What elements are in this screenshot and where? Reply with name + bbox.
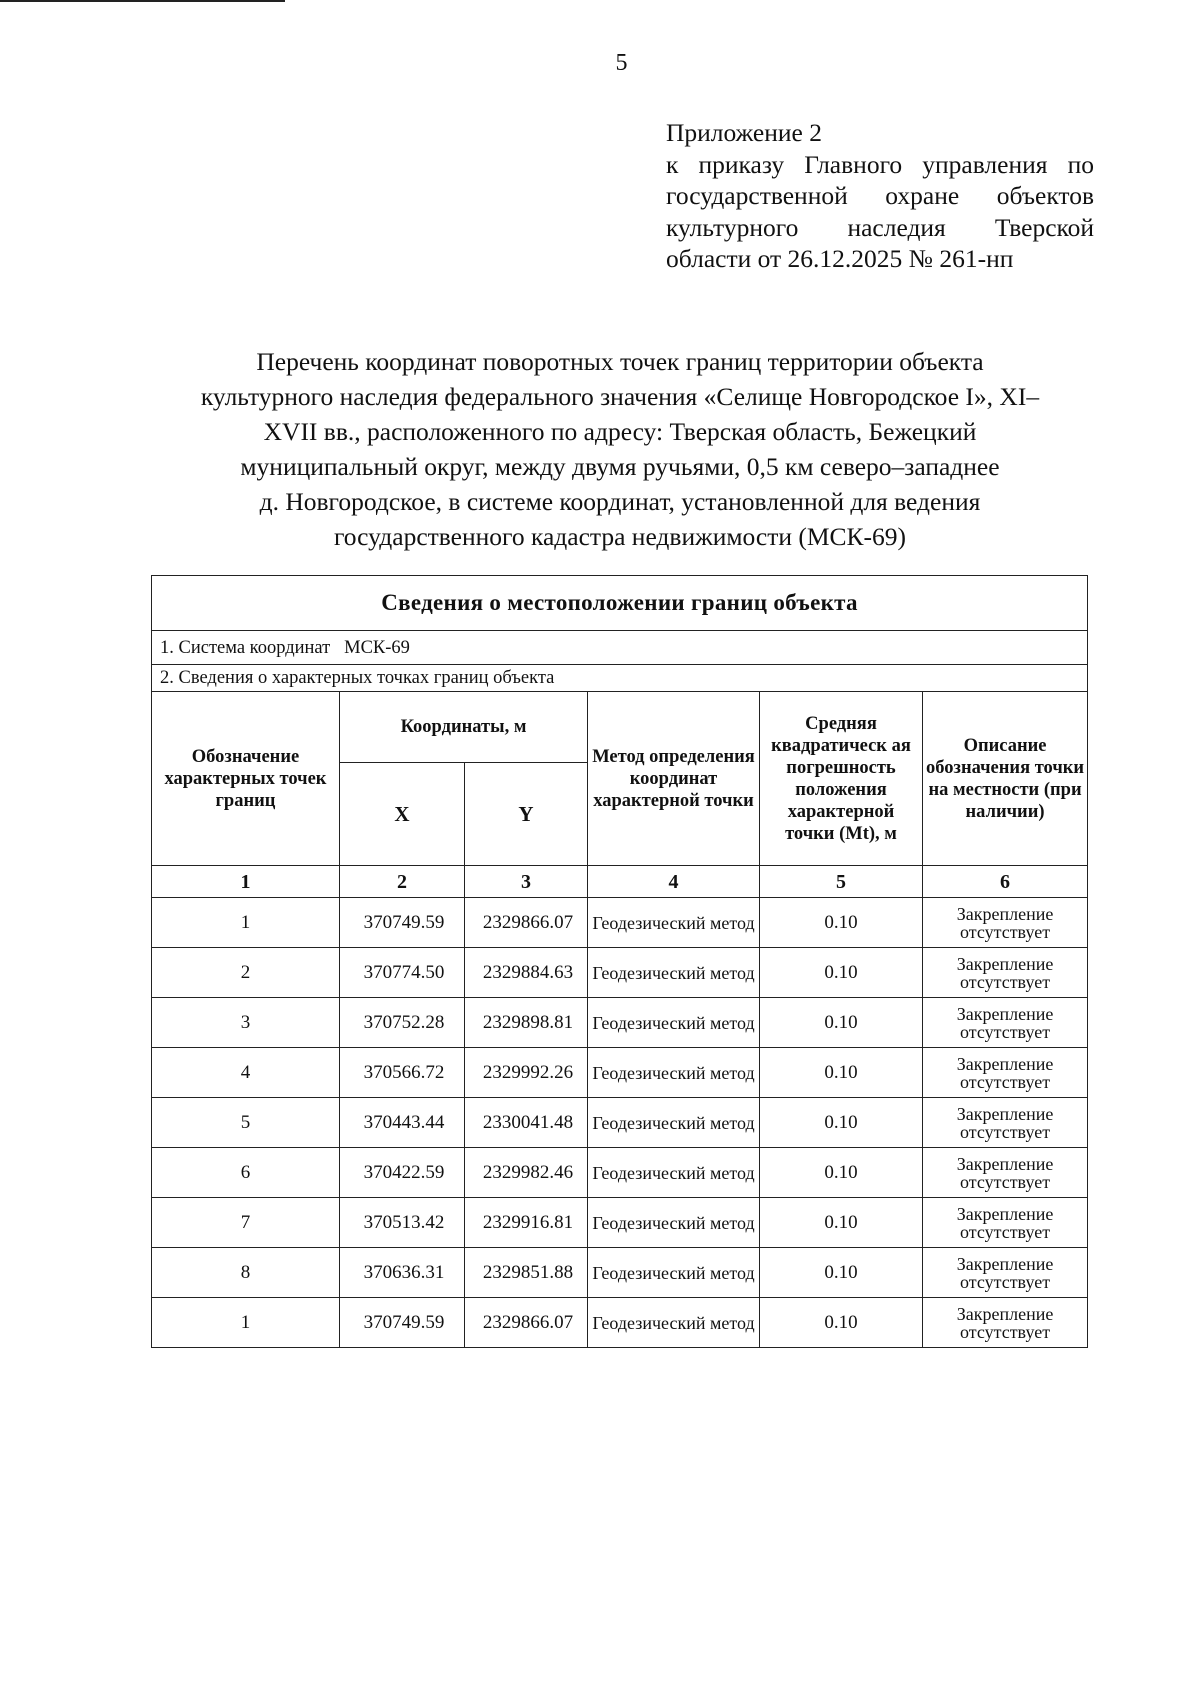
method-cell: Геодезический метод	[588, 1198, 760, 1248]
description-cell: Закрепление отсутствует	[923, 1198, 1088, 1248]
error-cell: 0.10	[760, 1098, 923, 1148]
method-cell: Геодезический метод	[588, 1248, 760, 1298]
table-row	[152, 1298, 1088, 1348]
table-row	[152, 1198, 1088, 1248]
column-number: 1	[152, 866, 340, 898]
column-number: 2	[340, 866, 465, 898]
x-cell: 370443.44	[340, 1098, 465, 1148]
error-cell: 0.10	[760, 1298, 923, 1348]
point-cell: 7	[152, 1198, 340, 1248]
header-description: Описание обозначения точки на местности (при наличии)	[923, 692, 1088, 866]
description-cell: Закрепление отсутствует	[923, 1098, 1088, 1148]
point-cell: 8	[152, 1248, 340, 1298]
error-cell: 0.10	[760, 1248, 923, 1298]
description-cell: Закрепление отсутствует	[923, 1248, 1088, 1298]
column-number: 5	[760, 866, 923, 898]
table-caption: Сведения о местоположении границ объекта	[152, 576, 1088, 631]
error-cell: 0.10	[760, 1198, 923, 1248]
description-cell: Закрепление отсутствует	[923, 998, 1088, 1048]
error-cell: 0.10	[760, 1048, 923, 1098]
table-row	[152, 948, 1088, 998]
method-cell: Геодезический метод	[588, 1098, 760, 1148]
header-method: Метод определения координат характерной точки	[588, 692, 760, 866]
method-cell: Геодезический метод	[588, 898, 760, 948]
method-cell: Геодезический метод	[588, 998, 760, 1048]
x-cell: 370752.28	[340, 998, 465, 1048]
y-cell: 2329898.81	[465, 998, 588, 1048]
header-y: Y	[465, 763, 588, 866]
y-cell: 2329884.63	[465, 948, 588, 998]
point-cell: 5	[152, 1098, 340, 1148]
description-cell: Закрепление отсутствует	[923, 898, 1088, 948]
description-cell: Закрепление отсутствует	[923, 1148, 1088, 1198]
x-cell: 370566.72	[340, 1048, 465, 1098]
title-line: муниципальный округ, между двумя ручьями, 0,5 км северо–западнее	[240, 452, 1000, 481]
y-cell: 2330041.48	[465, 1098, 588, 1148]
coordinate-system-row: 1. Система координат МСК-69	[152, 631, 1088, 665]
x-cell: 370636.31	[340, 1248, 465, 1298]
error-cell: 0.10	[760, 948, 923, 998]
appendix-line: государственной охране объектов	[666, 181, 1094, 210]
appendix-line: к приказу Главного управления по	[666, 149, 1094, 179]
method-cell: Геодезический метод	[588, 1298, 760, 1348]
error-cell: 0.10	[760, 1148, 923, 1198]
table-row	[152, 898, 1088, 948]
point-cell: 6	[152, 1148, 340, 1198]
table-row	[152, 1148, 1088, 1198]
error-cell: 0.10	[760, 898, 923, 948]
y-cell: 2329866.07	[465, 1298, 588, 1348]
appendix-line: культурного наследия Тверской	[666, 212, 1094, 242]
appendix-block	[666, 117, 1094, 275]
header-designation: Обозначение характерных точек границ	[152, 692, 340, 866]
title-line: Перечень координат поворотных точек границ территории объекта	[256, 347, 984, 376]
title-line: культурного наследия федерального значения «Селище Новгородское I», XI–	[200, 382, 1040, 411]
title-line: XVII вв., расположенного по адресу: Тверская область, Бежецкий	[263, 417, 977, 446]
error-cell: 0.10	[760, 998, 923, 1048]
x-cell: 370422.59	[340, 1148, 465, 1198]
page-number: 5	[615, 50, 628, 76]
table-row	[152, 1248, 1088, 1298]
description-cell: Закрепление отсутствует	[923, 948, 1088, 998]
header-error: Средняя квадратическ ая погрешность положения характерной точки (Mt), м	[760, 692, 923, 866]
point-cell: 1	[152, 898, 340, 948]
description-cell: Закрепление отсутствует	[923, 1048, 1088, 1098]
y-cell: 2329916.81	[465, 1198, 588, 1248]
method-cell: Геодезический метод	[588, 1048, 760, 1098]
header-coordinates: Координаты, м	[340, 692, 588, 763]
top-rule	[0, 0, 285, 2]
x-cell: 370513.42	[340, 1198, 465, 1248]
table-row	[152, 1048, 1088, 1098]
title-line: д. Новгородское, в системе координат, установленной для ведения	[259, 487, 981, 516]
y-cell: 2329982.46	[465, 1148, 588, 1198]
point-cell: 4	[152, 1048, 340, 1098]
document-title	[140, 344, 1100, 554]
point-cell: 2	[152, 948, 340, 998]
column-number: 4	[588, 866, 760, 898]
x-cell: 370774.50	[340, 948, 465, 998]
points-info-row: 2. Сведения о характерных точках границ объекта	[152, 665, 1088, 692]
x-cell: 370749.59	[340, 1298, 465, 1348]
description-cell: Закрепление отсутствует	[923, 1298, 1088, 1348]
appendix-line: области от 26.12.2025 № 261-нп	[666, 244, 1014, 273]
y-cell: 2329992.26	[465, 1048, 588, 1098]
y-cell: 2329851.88	[465, 1248, 588, 1298]
coordinates-table	[151, 575, 1088, 1348]
point-cell: 3	[152, 998, 340, 1048]
column-number: 6	[923, 866, 1088, 898]
appendix-line: Приложение 2	[666, 118, 822, 147]
method-cell: Геодезический метод	[588, 948, 760, 998]
title-line: государственного кадастра недвижимости (МСК-69)	[333, 522, 907, 551]
point-cell: 1	[152, 1298, 340, 1348]
method-cell: Геодезический метод	[588, 1148, 760, 1198]
y-cell: 2329866.07	[465, 898, 588, 948]
table-row	[152, 1098, 1088, 1148]
table-row	[152, 998, 1088, 1048]
x-cell: 370749.59	[340, 898, 465, 948]
header-x: X	[340, 763, 465, 866]
column-number: 3	[465, 866, 588, 898]
